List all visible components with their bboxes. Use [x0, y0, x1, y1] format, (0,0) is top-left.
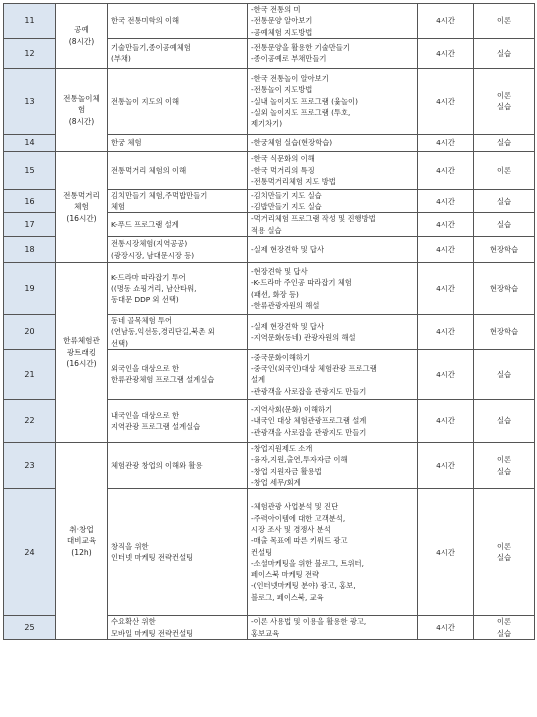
text-line: 시장 조사 및 경쟁사 분석: [251, 524, 331, 534]
text-line: -실제 현장견학 및 답사: [251, 244, 325, 254]
session-number: 11: [4, 4, 56, 39]
hours-cell: 4시간: [418, 237, 474, 263]
text-line: 실습: [496, 48, 512, 58]
text-line: (8시간): [68, 36, 95, 46]
text-line: 전통먹거리: [63, 190, 100, 200]
text-line: (8시간): [68, 116, 95, 126]
session-number: 23: [4, 442, 56, 488]
text-line: -융자,지원,출연,투자자금 이해: [251, 455, 348, 465]
text-line: 제기차기): [251, 119, 283, 129]
text-line: 실습: [496, 196, 512, 206]
text-line: -매출 목표에 따른 키워드 광고: [251, 536, 348, 546]
text-line: -실외 놀이지도 프로그램 (투호,: [251, 108, 351, 118]
method-cell: [474, 151, 535, 189]
text-line: 홍보교육: [251, 628, 280, 638]
text-line: 이론: [496, 617, 512, 627]
text-line: 선택): [111, 338, 128, 348]
session-number: 17: [4, 213, 56, 237]
subject-title-cell: [108, 38, 248, 68]
session-number: 16: [4, 189, 56, 213]
method-cell: [474, 68, 535, 134]
session-number: 18: [4, 237, 56, 263]
text-line: 전통먹거리 체험의 이해: [111, 165, 187, 175]
text-line: -한궁체험 실습(현장학습): [251, 138, 333, 148]
text-line: -김치만들기 지도 실습: [251, 190, 322, 200]
text-line: 전통놀이 지도의 이해: [111, 96, 180, 106]
hours-cell: 4시간: [418, 151, 474, 189]
text-line: -창업지원제도 소개: [251, 443, 313, 453]
text-line: -공예체험 지도방법: [251, 27, 313, 37]
session-number: 21: [4, 349, 56, 399]
session-number: 25: [4, 616, 56, 640]
text-line: -관광객을 사로잡을 관광지도 만들기: [251, 427, 367, 437]
hours-cell: 4시간: [418, 189, 474, 213]
text-line: 전통놀이체: [63, 93, 100, 103]
hours-cell: 4시간: [418, 263, 474, 315]
subject-title-cell: [108, 349, 248, 399]
text-line: K-푸드 프로그램 설계: [111, 220, 179, 230]
subject-title-cell: [108, 134, 248, 151]
subject-title-cell: [108, 189, 248, 213]
text-line: ((명동 쇼핑거리, 남산타워,: [111, 283, 197, 293]
subject-title-cell: [108, 213, 248, 237]
text-line: (패션, 화장 등): [251, 289, 299, 299]
text-line: 외국인을 대상으로 한: [111, 364, 180, 374]
hours-cell: 4시간: [418, 4, 474, 39]
text-line: 모바일 마케팅 전략컨설팅: [111, 628, 194, 638]
text-line: 페이스북 마케팅 전략: [251, 570, 320, 580]
method-cell: [474, 616, 535, 640]
hours-cell: 4시간: [418, 399, 474, 442]
text-line: -현장견학 및 답사: [251, 266, 308, 276]
curriculum-table: [3, 3, 535, 640]
text-line: 체험관광 창업의 이해와 활용: [111, 460, 203, 470]
session-number: 24: [4, 489, 56, 616]
text-line: 실습: [496, 220, 512, 230]
content-cell: [248, 68, 418, 134]
session-number: 20: [4, 315, 56, 350]
text-line: -(인터넷마케팅 분야) 광고, 홍보,: [251, 581, 356, 591]
text-line: 이론: [496, 455, 512, 465]
text-line: 김치만들기 체험,주먹밥만들기: [111, 190, 208, 200]
hours-cell: 4시간: [418, 38, 474, 68]
subject-title-cell: [108, 151, 248, 189]
text-line: 공예: [74, 25, 89, 35]
subject-title-cell: [108, 263, 248, 315]
text-line: 한류체험관: [63, 336, 100, 346]
content-cell: [248, 616, 418, 640]
method-cell: [474, 213, 535, 237]
hours-cell: 4시간: [418, 442, 474, 488]
text-line: 창직을 위한: [111, 541, 149, 551]
text-line: -먹거리체험 프로그램 작성 및 진행방법: [251, 214, 376, 224]
hours-cell: 4시간: [418, 68, 474, 134]
text-line: 지역관광 프로그램 설계실습: [111, 421, 201, 431]
session-number: 14: [4, 134, 56, 151]
method-cell: [474, 349, 535, 399]
method-cell: [474, 489, 535, 616]
text-line: -관광객을 사로잡을 관광지도 만들기: [251, 386, 367, 396]
table-row: [4, 4, 535, 39]
method-cell: [474, 38, 535, 68]
text-line: 한궁 체험: [111, 138, 142, 148]
method-cell: [474, 237, 535, 263]
hours-cell: 4시간: [418, 315, 474, 350]
content-cell: [248, 4, 418, 39]
content-cell: [248, 38, 418, 68]
table-row: [4, 68, 535, 134]
content-cell: [248, 399, 418, 442]
content-cell: [248, 442, 418, 488]
category-cell: [56, 4, 108, 69]
text-line: -이론 사용법 및 이용을 활용한 광고,: [251, 617, 367, 627]
text-line: 현장학습: [489, 244, 519, 254]
text-line: 기술만들기,종이공예체험: [111, 43, 191, 53]
text-line: 이론: [496, 165, 512, 175]
text-line: 체험: [111, 202, 126, 212]
text-line: -전통문양을 활용한 기술만들기: [251, 43, 350, 53]
method-cell: [474, 315, 535, 350]
method-cell: [474, 4, 535, 39]
content-cell: [248, 315, 418, 350]
hours-cell: 4시간: [418, 349, 474, 399]
subject-title-cell: [108, 442, 248, 488]
text-line: -한국 전통의 미: [251, 5, 301, 14]
subject-title-cell: [108, 616, 248, 640]
subject-title-cell: [108, 4, 248, 39]
text-line: -소셜마케팅을 위한 블로그, 트위터,: [251, 558, 364, 568]
text-line: (부채): [111, 54, 131, 64]
text-line: -내국인 대상 체험관광프로그램 설계: [251, 416, 367, 426]
text-line: 체험: [74, 202, 89, 212]
text-line: -지역문화(동네) 관광자원의 해설: [251, 333, 356, 343]
text-line: -창업 지원자금 활용법: [251, 466, 322, 476]
subject-title-cell: [108, 315, 248, 350]
text-line: 내국인을 대상으로 한: [111, 410, 180, 420]
text-line: (16시간): [66, 213, 97, 223]
method-cell: [474, 189, 535, 213]
table-row: [4, 442, 535, 488]
text-line: 수요확산 위한: [111, 617, 156, 627]
text-line: -한국 전통놀이 알아보기: [251, 74, 329, 84]
text-line: 이론: [496, 541, 512, 551]
text-line: -전통먹거리체험 지도 방법: [251, 177, 336, 187]
hours-cell: 4시간: [418, 213, 474, 237]
content-cell: [248, 349, 418, 399]
category-cell: [56, 263, 108, 443]
text-line: 험: [77, 105, 86, 115]
text-line: 설계: [251, 375, 266, 385]
text-line: -한국 먹거리의 특징: [251, 165, 315, 175]
text-line: (광장시장, 남대문시장 등): [111, 250, 195, 260]
text-line: -중국인(외국인)대상 체험관광 프로그램: [251, 364, 377, 374]
content-cell: [248, 213, 418, 237]
text-line: -지역사회(문화) 이해하기: [251, 405, 333, 415]
text-line: (16시간): [66, 359, 97, 369]
table-row: [4, 151, 535, 189]
text-line: 이론: [496, 91, 512, 101]
method-cell: [474, 263, 535, 315]
text-line: 전통시장체험(지역공공): [111, 239, 188, 249]
text-line: 인터넷 마케팅 전략컨설팅: [111, 553, 194, 563]
text-line: 동대문 DDP 외 선택): [111, 295, 179, 305]
session-number: 13: [4, 68, 56, 134]
text-line: 실습: [496, 369, 512, 379]
text-line: 적용 실습: [251, 225, 282, 235]
text-line: -체험관광 사업분석 및 진단: [251, 502, 339, 512]
text-line: 대비교육: [66, 536, 97, 546]
content-cell: [248, 151, 418, 189]
text-line: 광트래킹: [66, 347, 97, 357]
text-line: 실습: [496, 416, 512, 426]
text-line: 취·창업: [69, 524, 94, 534]
text-line: -중국문화이해하기: [251, 352, 311, 362]
text-line: -주력아이템에 대한 고객분석,: [251, 513, 346, 523]
text-line: -한류관광자원의 해설: [251, 300, 320, 310]
text-line: 한류관광체험 프로그램 설계실습: [111, 375, 215, 385]
text-line: K-드라마 따라잡기 투어: [111, 272, 186, 282]
text-line: (연남동,익선동,경리단길,북촌 외: [111, 327, 215, 337]
text-line: 현장학습: [489, 283, 519, 293]
content-cell: [248, 489, 418, 616]
method-cell: [474, 399, 535, 442]
text-line: 실습: [496, 138, 512, 148]
session-number: 12: [4, 38, 56, 68]
hours-cell: 4시간: [418, 489, 474, 616]
text-line: 컨설팅: [251, 547, 273, 557]
text-line: 동네 골목체험 투어: [111, 316, 173, 326]
text-line: (12h): [71, 547, 92, 557]
table-row: [4, 263, 535, 315]
text-line: -전통문양 알아보기: [251, 16, 313, 26]
text-line: 블로그, 페이스북, 교육: [251, 592, 324, 602]
subject-title-cell: [108, 399, 248, 442]
category-cell: [56, 68, 108, 151]
text-line: 현장학습: [489, 327, 519, 337]
text-line: 실습: [496, 628, 512, 638]
text-line: 이론: [496, 16, 512, 26]
category-cell: [56, 442, 108, 639]
text-line: 실습: [496, 102, 512, 112]
method-cell: [474, 134, 535, 151]
method-cell: [474, 442, 535, 488]
text-line: -실내 놀이지도 프로그램 (윷놀이): [251, 96, 358, 106]
subject-title-cell: [108, 489, 248, 616]
subject-title-cell: [108, 68, 248, 134]
hours-cell: 4시간: [418, 616, 474, 640]
text-line: 한국 전통미학의 이해: [111, 16, 180, 26]
text-line: -종이공예로 부채만들기: [251, 54, 327, 64]
text-line: -김밥만들기 지도 실습: [251, 202, 322, 212]
text-line: -창업 세무/회계: [251, 477, 301, 487]
session-number: 15: [4, 151, 56, 189]
hours-cell: 4시간: [418, 134, 474, 151]
text-line: -한국 식문화의 이해: [251, 154, 315, 164]
text-line: 실습: [496, 466, 512, 476]
content-cell: [248, 189, 418, 213]
text-line: -실제 현장견학 및 답사: [251, 321, 325, 331]
content-cell: [248, 263, 418, 315]
text-line: 실습: [496, 553, 512, 563]
content-cell: [248, 237, 418, 263]
session-number: 19: [4, 263, 56, 315]
text-line: -K-드라마 주인공 따라잡기 체험: [251, 278, 352, 288]
category-cell: [56, 151, 108, 262]
text-line: -전통놀이 지도방법: [251, 85, 313, 95]
subject-title-cell: [108, 237, 248, 263]
content-cell: [248, 134, 418, 151]
session-number: 22: [4, 399, 56, 442]
curriculum-table-body: [4, 4, 535, 640]
